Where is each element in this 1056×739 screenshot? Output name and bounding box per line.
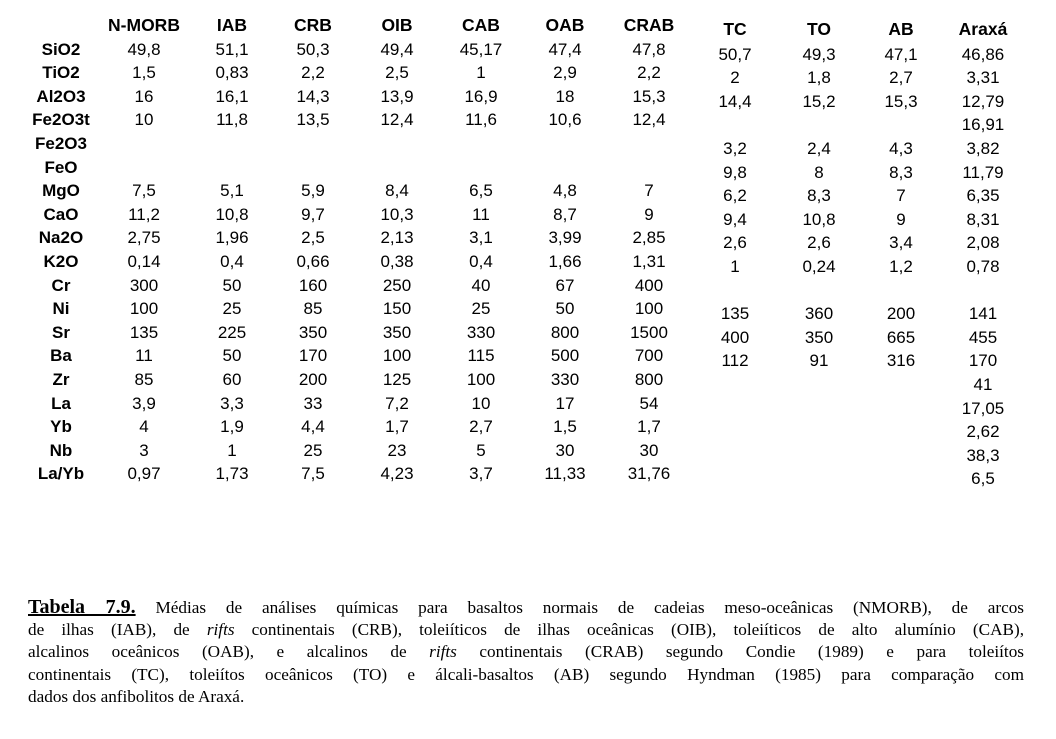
table-cell: 30 — [639, 440, 659, 460]
table-cell: 12,4 — [380, 110, 414, 130]
table-cell: 2,85 — [632, 228, 666, 248]
table-cell: 170 — [968, 351, 998, 371]
table-cell: 91 — [809, 351, 829, 371]
table-cell: 360 — [804, 304, 834, 324]
table-cell: 7,5 — [301, 464, 325, 484]
table-cell: 2,6 — [723, 233, 747, 253]
table-cell: 50 — [222, 346, 242, 366]
row-label: Al2O3 — [36, 86, 86, 106]
column-header: CRB — [294, 15, 332, 35]
row-label: Fe2O3t — [32, 110, 90, 130]
table-cell: 25 — [471, 299, 491, 319]
table-cell: 47,8 — [632, 39, 666, 59]
table-cell: 9,8 — [723, 162, 747, 182]
row-label: MgO — [42, 181, 80, 201]
caption-line — [28, 686, 1024, 708]
table-cell: 400 — [634, 275, 664, 295]
table-cell: 3,4 — [889, 233, 913, 253]
table-cell: 1,8 — [807, 68, 831, 88]
table-cell: 8,3 — [889, 162, 913, 182]
table-cell: 23 — [387, 440, 407, 460]
table-cell: 5,9 — [301, 181, 325, 201]
table-cell: 40 — [471, 275, 491, 295]
table-cell: 4,4 — [301, 417, 325, 437]
table-cell: 100 — [466, 369, 496, 389]
table-cell: 1,7 — [637, 417, 661, 437]
caption-title: Tabela 7.9. — [28, 596, 136, 618]
table-cell: 50 — [222, 275, 242, 295]
row-label: Sr — [52, 322, 70, 342]
row-label: La/Yb — [37, 464, 85, 484]
row-label: K2O — [43, 251, 79, 271]
table-cell: 2,13 — [380, 228, 414, 248]
table-cell: 7,5 — [132, 181, 156, 201]
caption-line — [28, 641, 1024, 663]
table-cell: 16 — [134, 86, 154, 106]
table-cell: 8,4 — [385, 181, 409, 201]
row-label: Ni — [52, 299, 70, 319]
row-label: SiO2 — [41, 39, 81, 59]
table-cell: 14,4 — [718, 91, 752, 111]
table-cell: 115 — [467, 346, 495, 366]
table-cell: 15,2 — [802, 91, 836, 111]
table-cell: 3,1 — [469, 228, 493, 248]
row-label: Ba — [50, 346, 72, 366]
table-cell: 85 — [134, 369, 154, 389]
row-label: FeO — [44, 157, 78, 177]
table-cell: 49,4 — [380, 39, 414, 59]
table-cell: 49,8 — [127, 39, 161, 59]
column-header: OAB — [545, 15, 585, 35]
table-cell: 2,08 — [966, 233, 1000, 253]
table-cell: 47,1 — [884, 44, 918, 64]
column-header: AB — [888, 19, 914, 39]
table-cell: 15,3 — [884, 91, 918, 111]
table-cell: 16,9 — [464, 86, 498, 106]
table-cell: 11,33 — [544, 464, 586, 484]
row-label: Yb — [50, 417, 72, 437]
table-cell: 316 — [886, 351, 916, 371]
caption-text: dados dos anfibolitos de Araxá. — [28, 686, 245, 706]
table-cell: 2,7 — [889, 68, 913, 88]
table-cell: 51,1 — [215, 39, 249, 59]
table-cell: 10 — [134, 110, 154, 130]
table-cell: 12,79 — [961, 91, 1005, 111]
table-cell: 6,2 — [723, 186, 747, 206]
row-label: Na2O — [38, 228, 84, 248]
table-cell: 1 — [730, 256, 740, 276]
table-cell: 49,3 — [802, 44, 836, 64]
table-cell: 6,5 — [469, 181, 493, 201]
table-cell: 11,2 — [128, 204, 160, 224]
caption-text: de ilhas (IAB), de rifts continentais (CRB), toleiíticos de ilhas oceânicas (OIB), toleiíticos de alto alumínio (CAB), — [28, 620, 1024, 640]
table-cell: 9 — [644, 204, 654, 224]
table-cell: 2,4 — [807, 138, 831, 158]
table-cell: 60 — [222, 369, 242, 389]
table-cell: 300 — [129, 275, 159, 295]
table-cell: 8,31 — [966, 209, 1000, 229]
row-label: CaO — [43, 204, 79, 224]
table-cell: 2,5 — [301, 228, 325, 248]
table-cell: 11,79 — [962, 162, 1004, 182]
table-cell: 4,8 — [553, 181, 577, 201]
table-cell: 0,4 — [469, 251, 493, 271]
table-cell: 3,99 — [548, 228, 582, 248]
column-header: TC — [723, 19, 747, 39]
table-cell: 0,97 — [127, 464, 161, 484]
table-cell: 141 — [968, 304, 998, 324]
row-label: Zr — [52, 369, 70, 389]
table-cell: 33 — [303, 393, 323, 413]
table-cell: 0,4 — [220, 251, 244, 271]
table-cell: 10,6 — [548, 110, 582, 130]
table-cell: 6,35 — [966, 186, 1000, 206]
table-cell: 67 — [555, 275, 575, 295]
table-cell: 100 — [382, 346, 412, 366]
table-cell: 5 — [476, 440, 486, 460]
table-cell: 0,38 — [380, 251, 414, 271]
table-cell: 330 — [466, 322, 496, 342]
column-header: IAB — [216, 15, 248, 35]
table-cell: 18 — [555, 86, 575, 106]
table-cell: 3,3 — [220, 393, 244, 413]
table-cell: 135 — [129, 322, 159, 342]
table-cell: 400 — [720, 327, 750, 347]
table-cell: 3,31 — [966, 68, 1000, 88]
caption-text: continentais (TC), toleiítos oceânicos (TO) e álcali-basaltos (AB) segundo Hyndman (1985) para comparação com — [28, 664, 1024, 684]
table-cell: 13,5 — [296, 110, 330, 130]
table-cell: 7 — [896, 186, 906, 206]
table-cell: 1,7 — [385, 417, 409, 437]
table-cell: 8,7 — [553, 204, 577, 224]
table-cell: 455 — [968, 327, 998, 347]
table-cell: 2,2 — [637, 63, 661, 83]
table-cell: 1,5 — [553, 417, 577, 437]
table-cell: 350 — [382, 322, 412, 342]
column-header: TO — [807, 19, 831, 39]
table-cell: 16,1 — [215, 86, 249, 106]
caption-text: Médias de análises químicas para basaltos normais de cadeias meso-oceânicas (NMORB), de arcos — [155, 598, 1024, 617]
table-cell: 25 — [222, 299, 242, 319]
table-cell: 3,2 — [723, 138, 747, 158]
table-cell: 200 — [886, 304, 916, 324]
column-header: N-MORB — [108, 15, 180, 35]
table-cell: 500 — [550, 346, 580, 366]
row-label: Cr — [51, 275, 71, 295]
table-cell: 2,75 — [127, 228, 161, 248]
table-cell: 6,5 — [971, 469, 995, 489]
table-cell: 25 — [303, 440, 323, 460]
table-cell: 112 — [721, 351, 749, 371]
table-cell: 0,66 — [296, 251, 330, 271]
table-cell: 47,4 — [548, 39, 582, 59]
table-cell: 10,3 — [380, 204, 414, 224]
table-cell: 135 — [720, 304, 750, 324]
table-cell: 0,14 — [127, 251, 161, 271]
table-cell: 100 — [129, 299, 159, 319]
table-cell: 46,86 — [961, 44, 1005, 64]
table-cell: 50,7 — [718, 44, 752, 64]
table-cell: 1500 — [630, 322, 668, 342]
table-cell: 1,66 — [548, 251, 582, 271]
table-cell: 160 — [298, 275, 328, 295]
table-cell: 31,76 — [627, 464, 671, 484]
table-cell: 30 — [555, 440, 575, 460]
caption-text: alcalinos oceânicos (OAB), e alcalinos de rifts continentais (CRAB) segundo Condie (1989) e para toleiítos — [28, 642, 1024, 662]
table-cell: 100 — [634, 299, 664, 319]
table-cell: 0,24 — [802, 256, 836, 276]
table-cell: 50,3 — [296, 39, 330, 59]
row-label: La — [51, 393, 71, 413]
table-cell: 3,9 — [132, 393, 156, 413]
table-cell: 10,8 — [215, 204, 249, 224]
table-cell: 9,4 — [723, 209, 747, 229]
column-header: OIB — [381, 15, 413, 35]
table-cell: 17 — [555, 393, 575, 413]
table-cell: 150 — [382, 299, 412, 319]
table-cell: 41 — [973, 374, 993, 394]
table-cell: 10,8 — [802, 209, 836, 229]
table-cell: 11 — [135, 346, 153, 366]
table-cell: 9,7 — [301, 204, 325, 224]
table-cell: 700 — [634, 346, 664, 366]
table-cell: 350 — [298, 322, 328, 342]
table-cell: 2 — [730, 68, 740, 88]
table-cell: 1,2 — [889, 256, 913, 276]
table-cell: 17,05 — [961, 398, 1005, 418]
table-cell: 38,3 — [966, 445, 1000, 465]
table-cell: 8 — [814, 162, 824, 182]
table-cell: 1,96 — [215, 228, 249, 248]
table-cell: 125 — [382, 369, 412, 389]
table-cell: 1,73 — [215, 464, 249, 484]
table-cell: 12,4 — [632, 110, 666, 130]
table-cell: 9 — [896, 209, 906, 229]
caption-line — [28, 596, 1024, 619]
row-label: TiO2 — [42, 63, 80, 83]
table-cell: 4 — [139, 417, 149, 437]
table-caption — [28, 596, 1024, 708]
table-cell: 800 — [634, 369, 664, 389]
table-cell: 1 — [227, 440, 237, 460]
table-cell: 11,8 — [216, 110, 248, 130]
table-cell: 0,78 — [966, 256, 1000, 276]
table-cell: 7,2 — [385, 393, 409, 413]
caption-line — [28, 664, 1024, 686]
table-cell: 200 — [298, 369, 328, 389]
table-cell: 2,2 — [301, 63, 325, 83]
table-cell: 5,1 — [220, 181, 244, 201]
table-cell: 16,91 — [961, 115, 1005, 135]
table-cell: 170 — [298, 346, 328, 366]
table-cell: 11,6 — [465, 110, 497, 130]
table-cell: 10 — [471, 393, 491, 413]
table-cell: 2,62 — [966, 422, 1000, 442]
table-cell: 13,9 — [380, 86, 414, 106]
table-cell: 50 — [555, 299, 575, 319]
table-cell: 2,7 — [469, 417, 493, 437]
column-header: CRAB — [623, 15, 675, 35]
table-cell: 665 — [886, 327, 916, 347]
table-cell: 7 — [644, 181, 654, 201]
table-cell: 350 — [804, 327, 834, 347]
table-cell: 250 — [382, 275, 412, 295]
table-cell: 45,17 — [459, 39, 503, 59]
table-cell: 1 — [476, 63, 486, 83]
table-cell: 3 — [139, 440, 149, 460]
table-cell: 14,3 — [296, 86, 330, 106]
table-cell: 3,82 — [966, 138, 1000, 158]
row-label: Nb — [49, 440, 73, 460]
table-cell: 8,3 — [807, 186, 831, 206]
table-cell: 330 — [550, 369, 580, 389]
table-cell: 225 — [217, 322, 247, 342]
table-cell: 11 — [472, 204, 490, 224]
column-header: CAB — [462, 15, 500, 35]
table-cell: 3,7 — [469, 464, 493, 484]
table-cell: 1,5 — [132, 63, 156, 83]
caption-line — [28, 619, 1024, 641]
table-cell: 85 — [303, 299, 323, 319]
table-cell: 2,6 — [807, 233, 831, 253]
table-cell: 1,9 — [220, 417, 244, 437]
table-cell: 54 — [639, 393, 659, 413]
table-cell: 2,9 — [553, 63, 577, 83]
table-cell: 2,5 — [385, 63, 409, 83]
table-cell: 4,3 — [889, 138, 913, 158]
column-header: Araxá — [958, 19, 1008, 39]
table-cell: 1,31 — [632, 251, 666, 271]
table-cell: 4,23 — [380, 464, 414, 484]
row-label: Fe2O3 — [35, 133, 87, 153]
table-cell: 800 — [550, 322, 580, 342]
table-cell: 0,83 — [215, 63, 249, 83]
table-cell: 15,3 — [632, 86, 666, 106]
